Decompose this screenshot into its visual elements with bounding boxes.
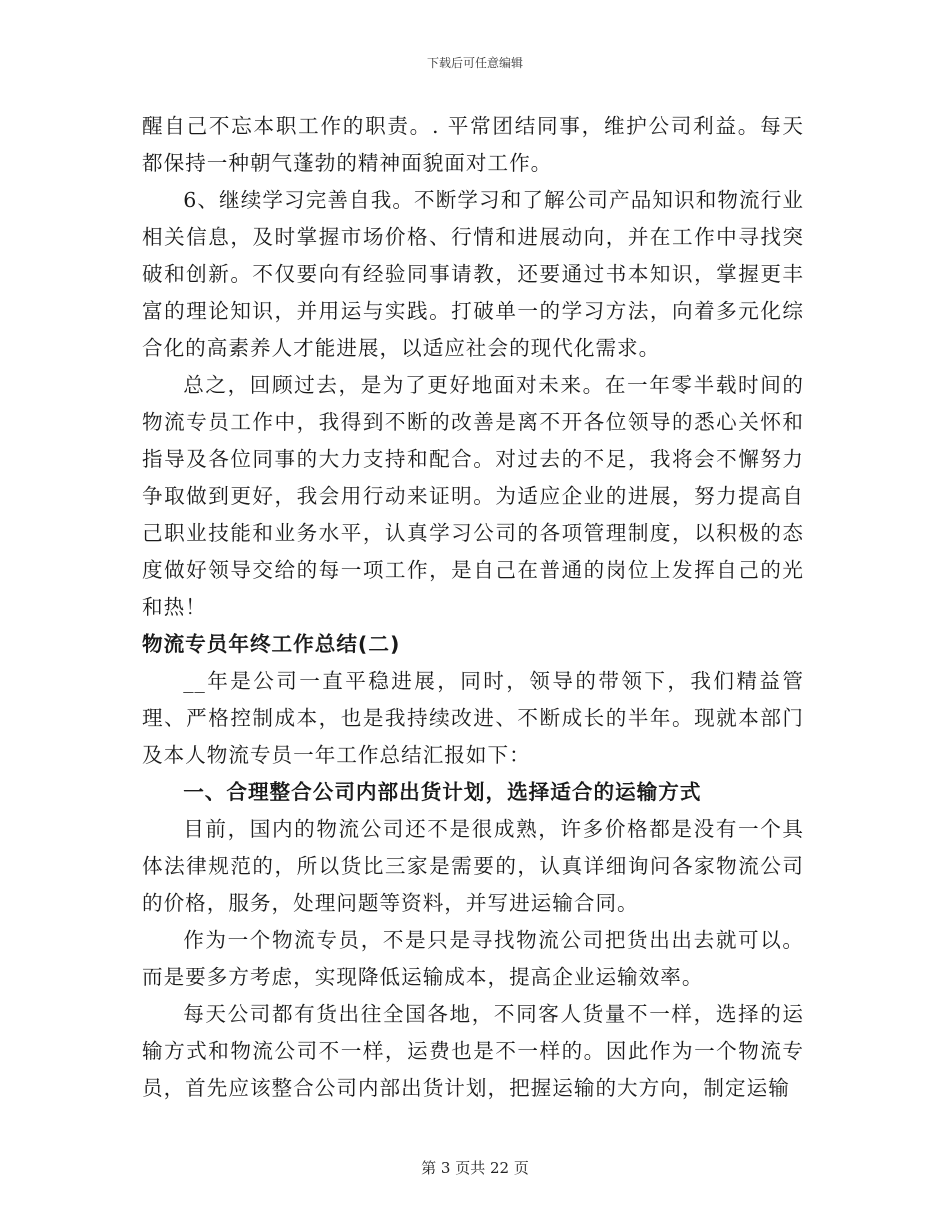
paragraph: 总之，回顾过去，是为了更好地面对未来。在一年零半载时间的物流专员工作中，我得到不断的改善是离不开各位领导的悉心关怀和指导及各位同事的大力支持和配合。对过去的不足，我将会不懈努力争取做到更好，我会用行动来证明。为适应企业的进展，努力提高自己职业技能和业务水平，认真学习公司的各项管理制度，以积极的态度做好领导交给的每一项工作，是自己在普通的岗位上发挥自己的光和热！ [142, 373, 804, 619]
page-header: 下载后可任意编辑 [426, 56, 523, 70]
paragraph: 6、继续学习完善自我。不断学习和了解公司产品知识和物流行业相关信息，及时掌握市场价格、行情和进展动向，并在工作中寻找突破和创新。不仅要向有经验同事请教，还要通过书本知识，掌握更丰富的理论知识，并用运与实践。打破单一的学习方法，向着多元化综合化的高素养人才能进展，以适应社会的现代化需求。 [142, 188, 804, 360]
document-body [142, 108, 804, 1107]
paragraph: __年是公司一直平稳进展，同时，领导的带领下，我们精益管理、严格控制成本，也是我持续改进、不断成长的半年。现就本部门及本人物流专员一年工作总结汇报如下： [142, 669, 804, 767]
page-footer: 第 3 页共 22 页 [421, 1159, 529, 1177]
section-heading: 一、合理整合公司内部出货计划，选择适合的运输方式 [183, 780, 702, 804]
section-title: 物流专员年终工作总结(二) [142, 632, 401, 656]
paragraph: 目前，国内的物流公司还不是很成熟，许多价格都是没有一个具体法律规范的，所以货比三家是需要的，认真详细询问各家物流公司的价格，服务，处理问题等资料，并写进运输合同。 [142, 817, 804, 915]
paragraph: 每天公司都有货出往全国各地，不同客人货量不一样，选择的运输方式和物流公司不一样，运费也是不一样的。因此作为一个物流专员，首先应该整合公司内部出货计划，把握运输的大方向，制定运输 [142, 1002, 804, 1100]
paragraph: 作为一个物流专员，不是只是寻找物流公司把货出出去就可以。而是要多方考虑，实现降低运输成本，提高企业运输效率。 [142, 928, 804, 989]
paragraph: 醒自己不忘本职工作的职责。. 平常团结同事，维护公司利益。每天都保持一种朝气蓬勃的精神面貌面对工作。 [142, 114, 804, 175]
